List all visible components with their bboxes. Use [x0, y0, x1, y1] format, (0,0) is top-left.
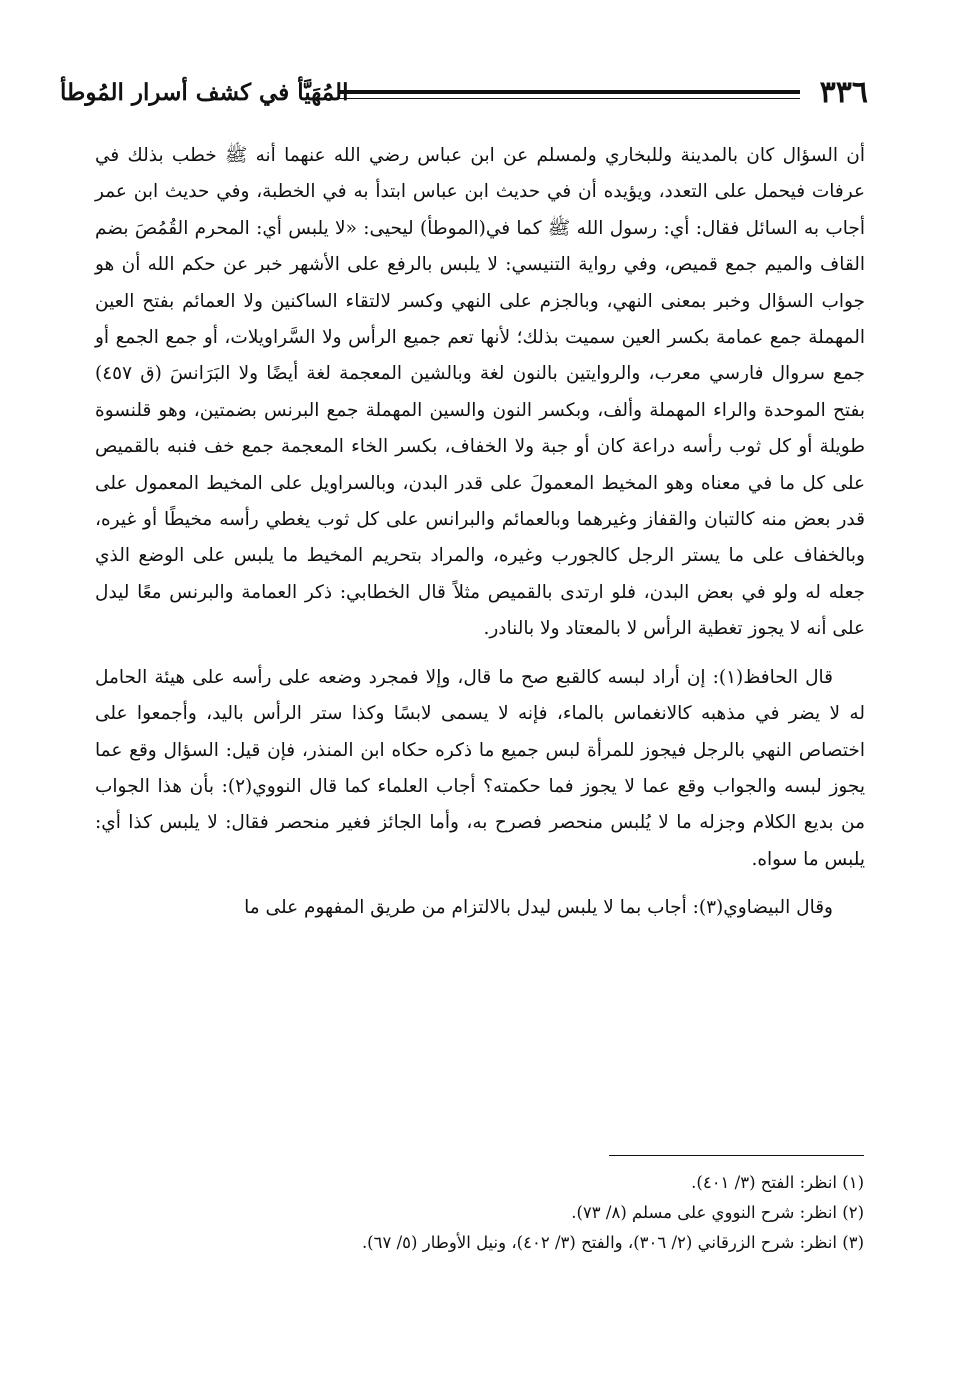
footnote-separator — [609, 1155, 864, 1156]
page-header — [60, 72, 868, 116]
header-rule-thin — [338, 98, 800, 99]
footnotes — [94, 1168, 864, 1258]
footnote: (٢) انظر: شرح النووي على مسلم (٨/ ٧٣). — [571, 1203, 864, 1222]
header-rule — [338, 90, 800, 94]
paragraph: قال الحافظ(١): إن أراد لبسه كالقبع صح ما قال، وإلا فمجرد وضعه على رأسه على هيئة الحامل له لا يضر في مذهبه كالانغماس بالماء، فإنه لا يسمى لابسًا وكذا ستر الرأس باليد، وأجمعوا على اختصاص النهي بالرجل فيجوز للمرأة لبس جميع ما ذكره حكاه ابن المنذر، فإن قيل: السؤال وقع عما يجوز لبسه والجواب وقع عما لا يجوز فما حكمته؟ أجاب العلماء كما قال النووي(٢): بأن هذا الجواب من بديع الكلام وجزله ما لا يُلبس منحصر فصرح به، وأما الجائز فغير منحصر فقال: لا يلبس كذا أي: يلبس ما سواه. — [95, 666, 865, 870]
book-title: المُهَيَّأ في كشف أسرار المُوطأ — [60, 79, 349, 106]
footnote: (٣) انظر: شرح الزرقاني (٢/ ٣٠٦)، والفتح (٣/ ٤٠٢)، ونيل الأوطار (٥/ ٦٧). — [361, 1233, 864, 1252]
paragraph: وقال البيضاوي(٣): أجاب بما لا يلبس ليدل بالالتزام من طريق المفهوم على ما — [244, 897, 833, 919]
page-number: ٣٣٦ — [819, 75, 868, 110]
body-text — [95, 138, 865, 927]
footnote: (١) انظر: الفتح (٣/ ٤٠١). — [691, 1173, 864, 1192]
paragraph: أن السؤال كان بالمدينة وللبخاري ولمسلم عن ابن عباس رضي الله عنهما أنه ﷺ خطب بذلك في عرفات فيحمل على التعدد، ويؤيده أن في حديث ابن عباس ابتدأ به في الخطبة، وفي حديث ابن عمر أجاب به السائل فقال: أي: رسول الله ﷺ كما في(الموطأ) ليحيى: «لا يلبس أي: المحرم القُمُصَ بضم القاف والميم جمع قميص، وفي رواية التنيسي: لا يلبس بالرفع على الأشهر خبر عن حكم الله أن هو جواب السؤال وخبر بمعنى النهي، وبالجزم على النهي وكسر لالتقاء الساكنين ولا العمائم بفتح العين المهملة جمع عمامة بكسر العين سميت بذلك؛ لأنها تعم جميع الرأس ولا السَّراويلات، أو جمع الجمع أو جمع سروال فارسي معرب، والروايتين بالنون لغة وبالشين المعجمة لغة أيضًا ولا البَرَانسَ (ق ٤٥٧) بفتح الموحدة والراء المهملة وألف، وبكسر النون والسين المهملة جمع البرنس بضمتين، وهو قلنسوة طويلة أو كل ثوب رأسه دراعة كان أو جبة ولا الخفاف، بكسر الخاء المعجمة جمع خف فنبه بالقميص على كل ما في معناه وهو المخيط المعمولَ على قدر البدن، وبالسراويل على المخيط المعمول على قدر بعض منه كالتبان والقفاز وغيرهما وبالعمائم والبرانس على كل ثوب يغطي رأسه مخيطًا أو غيره، وبالخفاف على ما يستر الرجل كالجورب وغيره، والمراد بتحريم المخيط ما يلبس على الوضع الذي جعله له ولو في بعض البدن، فلو ارتدى بالقميص مثلاً قال الخطابي: ذكر العمامة والبرنس معًا ليدل على أنه لا يجوز تغطية الرأس لا بالمعتاد ولا بالنادر. — [95, 145, 865, 640]
